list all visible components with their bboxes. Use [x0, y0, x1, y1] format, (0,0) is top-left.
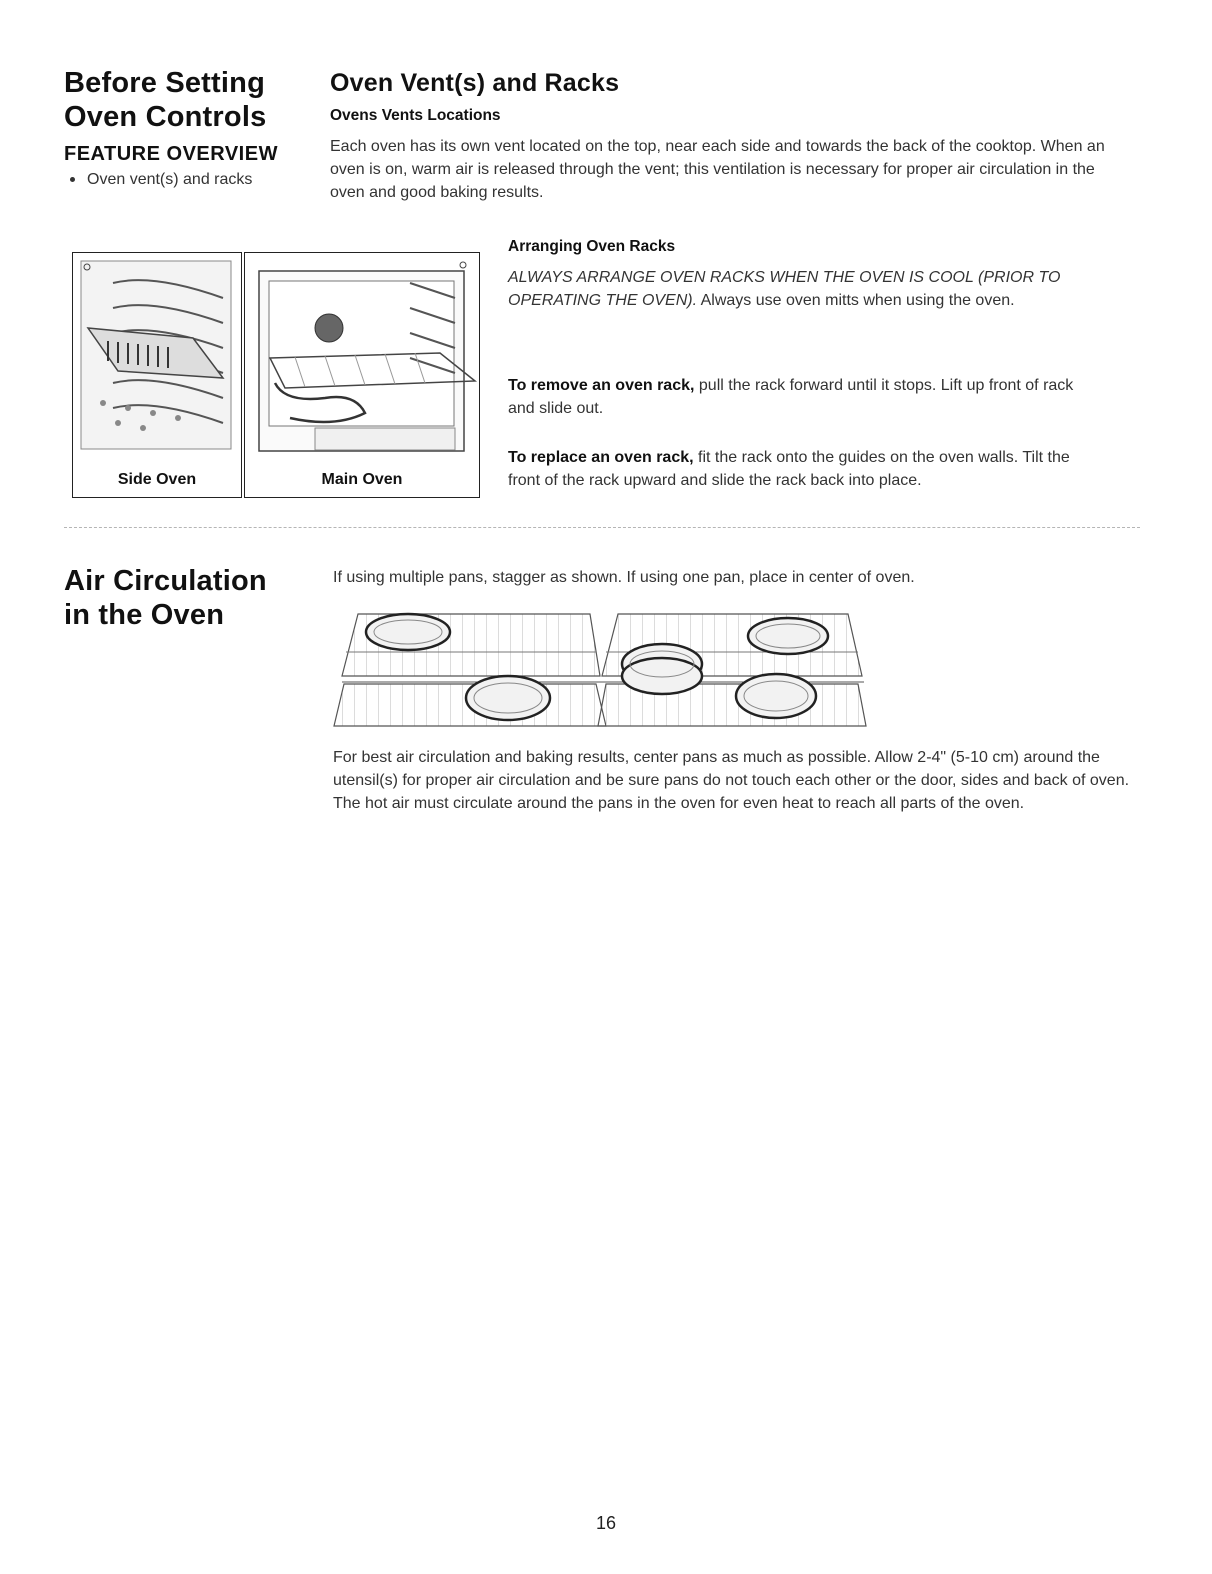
replace-rack-bold: To replace an oven rack,	[508, 449, 694, 466]
bullet-dot-icon	[70, 177, 75, 182]
racks-warning-tail: Always use oven mitts when using the oven.	[697, 292, 1015, 309]
main-oven-illustration	[245, 253, 478, 463]
remove-rack-bold: To remove an oven rack,	[508, 377, 695, 394]
section-divider	[64, 527, 1140, 528]
vents-locations-subheading: Ovens Vents Locations	[330, 107, 501, 124]
arranging-racks-heading: Arranging Oven Racks	[508, 238, 676, 255]
section-title-air-circulation: Air Circulation in the Oven	[64, 565, 267, 631]
pan-right-upper	[748, 618, 828, 654]
feature-bullet-item: Oven vent(s) and racks	[70, 171, 252, 189]
side-oven-figure	[72, 252, 242, 498]
side-oven-label: Side Oven	[117, 471, 197, 488]
main-oven-label: Main Oven	[321, 471, 403, 488]
air-circulation-body: For best air circulation and baking results, center pans as much as possible. Allow 2-4" (5-10 cm) around the utensil(s) for proper air circulation and be sure pans do not touch each other or the door, sides and back of oven. The hot air must circulate around the pans in the oven for even heat to reach all parts of the oven.	[333, 749, 1130, 812]
replace-rack-paragraph	[508, 446, 1088, 492]
pan-left-upper	[366, 614, 450, 650]
air-intro-text: If using multiple pans, stagger as shown. If using one pan, place in center of oven.	[333, 569, 915, 586]
remove-rack-text: pull the rack forward until it stops. Lift up front of rack and slide out.	[508, 377, 1074, 417]
section-title-before-setting: Before Setting Oven Controls	[64, 67, 267, 133]
racks-warning-paragraph	[508, 266, 1108, 312]
pan-right-center-lower	[622, 658, 702, 694]
oven-vents-heading: Oven Vent(s) and Racks	[330, 69, 620, 97]
replace-rack-text: fit the rack onto the guides on the oven walls. Tilt the front of the rack upward and slide the rack back into place.	[508, 449, 1070, 489]
page-number: 16	[595, 1513, 617, 1533]
feature-overview-heading: FEATURE OVERVIEW	[64, 143, 278, 165]
racks-warning-text: ALWAYS ARRANGE OVEN RACKS WHEN THE OVEN IS COOL (PRIOR TO OPERATING THE OVEN).	[508, 269, 1061, 309]
remove-rack-paragraph	[508, 374, 1088, 420]
side-oven-illustration	[73, 253, 240, 463]
main-oven-figure	[244, 252, 480, 498]
pan-placement-illustration	[330, 606, 870, 730]
vents-body-text: Each oven has its own vent located on the top, near each side and towards the back of the cooktop. When an oven is on, warm air is released through the vent; this ventilation is necessary for proper air circulation in the oven and good baking results.	[330, 138, 1105, 201]
